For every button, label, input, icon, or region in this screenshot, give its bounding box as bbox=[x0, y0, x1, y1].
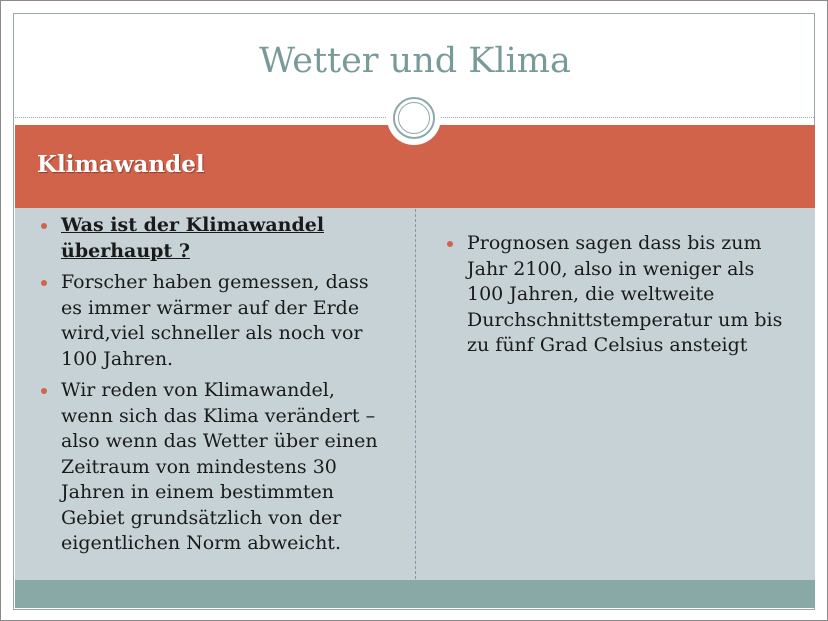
list-item bbox=[41, 270, 391, 372]
circle-ornament-inner-ring bbox=[398, 102, 430, 134]
bullet-icon bbox=[41, 388, 47, 394]
bullet-icon bbox=[447, 241, 453, 247]
bullet-text: Wir reden von Klimawandel, wenn sich das Klima verändert – also wenn das Wetter über einen Zeitraum von mindestens 30 Jahren in einem bestimmten Gebiet grundsätzlich von der eigentlichen Norm abweicht. bbox=[61, 379, 378, 554]
column-divider bbox=[415, 209, 416, 579]
footer-bar bbox=[15, 580, 815, 608]
right-column bbox=[447, 231, 787, 365]
bullet-text: Was ist der Klimawandel überhaupt ? bbox=[61, 214, 325, 262]
slide-title: Wetter und Klima bbox=[259, 41, 571, 81]
left-column bbox=[41, 213, 391, 563]
section-heading: Klimawandel bbox=[37, 151, 205, 178]
title-divider-right bbox=[441, 117, 814, 118]
bullet-text: Forscher haben gemessen, dass es immer wärmer auf der Erde wird,viel schneller als noch vor 100 Jahren. bbox=[61, 271, 369, 370]
title-divider-left bbox=[15, 117, 388, 118]
list-item bbox=[41, 213, 391, 264]
list-item bbox=[447, 231, 787, 359]
bullet-icon bbox=[41, 280, 47, 286]
bullet-text: Prognosen sagen dass bis zum Jahr 2100, also in weniger als 100 Jahren, die weltweite Durchschnittstemperatur um bis zu fünf Grad Celsius ansteigt bbox=[467, 232, 783, 356]
bullet-icon bbox=[41, 223, 47, 229]
list-item bbox=[41, 378, 391, 557]
